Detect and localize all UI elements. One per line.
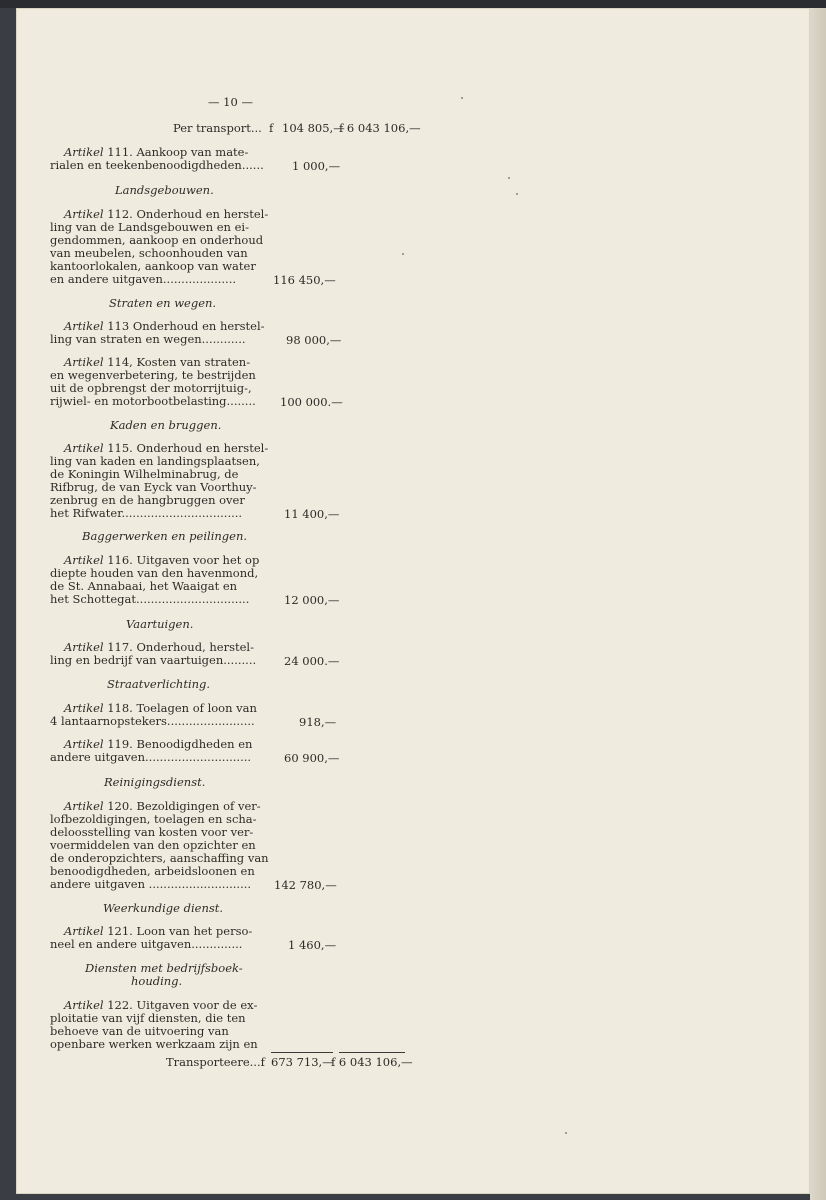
article-114-line: rijwiel- en motorbootbelasting........	[50, 394, 256, 408]
article-112-amount: 116 450,—	[273, 273, 336, 287]
section-heading: Diensten met bedrijfsboek-	[85, 961, 243, 975]
article-113-line: ling van straten en wegen............	[50, 332, 246, 346]
article-113-amount: 98 000,—	[286, 333, 342, 347]
article-122-line: openbare werken werkzaam zijn en	[50, 1037, 258, 1051]
paper-speck	[402, 253, 404, 255]
article-120-line: lofbezoldigingen, toelagen en scha-	[50, 812, 257, 826]
article-120-line: benoodigdheden, arbeidsloonen en	[50, 864, 255, 878]
article-120-line: andere uitgaven ............................	[50, 877, 252, 891]
article-120-amount: 142 780,—	[274, 878, 337, 892]
transport-total: f 6 043 106,—	[339, 121, 421, 135]
article-118-line: Artikel 118. Toelagen of loon van	[64, 701, 257, 715]
article-122-line: ploitatie van vijf diensten, die ten	[50, 1011, 246, 1025]
article-117-line: ling en bedrijf van vaartuigen.........	[50, 653, 257, 667]
article-112-line: en andere uitgaven....................	[50, 272, 236, 286]
article-116-line: de St. Annabaai, het Waaigat en	[50, 579, 238, 593]
article-116-line: Artikel 116. Uitgaven voor het op	[64, 553, 260, 567]
article-112-line: ling van de Landsgebouwen en ei-	[50, 220, 249, 234]
scan-top-edge	[0, 0, 826, 8]
article-115-line: Artikel 115. Onderhoud en herstel-	[64, 441, 269, 455]
article-115-amount: 11 400,—	[284, 507, 340, 521]
section-heading: Reinigingsdienst.	[104, 775, 206, 789]
transport-footer-amount: 673 713,—	[271, 1055, 334, 1069]
transport-footer-label: Transporteere...f	[166, 1055, 265, 1069]
transport-footer-total: f 6 043 106,—	[331, 1055, 413, 1069]
article-120-line: voermiddelen van den opzichter en	[50, 838, 256, 852]
paper-speck	[565, 1132, 567, 1134]
section-heading: Straatverlichting.	[107, 677, 211, 691]
article-112-line: van meubelen, schoonhouden van	[50, 246, 248, 260]
article-115-line: ling van kaden en landingsplaatsen,	[50, 454, 260, 468]
article-111-line: Artikel 111. Aankoop van mate-	[64, 145, 249, 159]
article-120-line: Artikel 120. Bezoldigingen of ver-	[64, 799, 261, 813]
article-122-line: behoeve van de uitvoering van	[50, 1024, 229, 1038]
article-118-line: 4 lantaarnopstekers........................	[50, 714, 255, 728]
article-116-amount: 12 000,—	[284, 593, 340, 607]
article-122-line: Artikel 122. Uitgaven voor de ex-	[64, 998, 258, 1012]
article-113-line: Artikel 113 Onderhoud en herstel-	[64, 319, 265, 333]
section-heading: Kaden en bruggen.	[110, 418, 222, 432]
article-117-line: Artikel 117. Onderhoud, herstel-	[64, 640, 254, 654]
article-112-line: Artikel 112. Onderhoud en herstel-	[64, 207, 269, 221]
paper-speck	[508, 177, 510, 179]
paper-speck	[461, 97, 463, 99]
article-112-line: kantoorlokalen, aankoop van water	[50, 259, 256, 273]
article-121-amount: 1 460,—	[288, 938, 337, 952]
article-111-line: rialen en teekenbenoodigdheden......	[50, 158, 264, 172]
section-heading: Straten en wegen.	[109, 296, 217, 310]
article-115-line: het Rifwater.................................	[50, 506, 243, 520]
scan-right-edge	[810, 8, 826, 1200]
article-119-amount: 60 900,—	[284, 751, 340, 765]
section-heading: houding.	[131, 974, 183, 988]
paper-speck	[516, 193, 518, 195]
article-114-line: Artikel 114, Kosten van straten-	[64, 355, 251, 369]
total-rule	[271, 1052, 333, 1053]
article-118-amount: 918,—	[299, 715, 337, 729]
section-heading: Weerkundige dienst.	[103, 901, 224, 915]
transport-currency: f	[269, 121, 274, 135]
article-121-line: Artikel 121. Loon van het perso-	[64, 924, 253, 938]
section-heading: Vaartuigen.	[126, 617, 194, 631]
page-number: — 10 —	[208, 95, 253, 109]
total-rule	[339, 1052, 405, 1053]
article-114-line: uit de opbrengst der motorrijtuig-,	[50, 381, 252, 395]
article-121-line: neel en andere uitgaven..............	[50, 937, 243, 951]
transport-amount: 104 805,—	[282, 121, 345, 135]
article-115-line: Rifbrug, de van Eyck van Voorthuy-	[50, 480, 257, 494]
article-114-amount: 100 000.—	[280, 395, 343, 409]
article-115-line: de Koningin Wilhelminabrug, de	[50, 467, 239, 481]
article-115-line: zenbrug en de hangbruggen over	[50, 493, 245, 507]
article-120-line: de onderopzichters, aanschaffing van	[50, 851, 269, 865]
article-116-line: diepte houden van den havenmond,	[50, 566, 259, 580]
article-119-line: andere uitgaven.............................	[50, 750, 252, 764]
article-116-line: het Schottegat...............................	[50, 592, 250, 606]
transport-label: Per transport...	[173, 121, 262, 135]
article-114-line: en wegenverbetering, te bestrijden	[50, 368, 256, 382]
article-111-amount: 1 000,—	[292, 159, 341, 173]
section-heading: Landsgebouwen.	[115, 183, 214, 197]
article-119-line: Artikel 119. Benoodigdheden en	[64, 737, 253, 751]
article-120-line: deloosstelling van kosten voor ver-	[50, 825, 254, 839]
article-117-amount: 24 000.—	[284, 654, 340, 668]
section-heading: Baggerwerken en peilingen.	[82, 529, 248, 543]
article-112-line: gendommen, aankoop en onderhoud	[50, 233, 264, 247]
